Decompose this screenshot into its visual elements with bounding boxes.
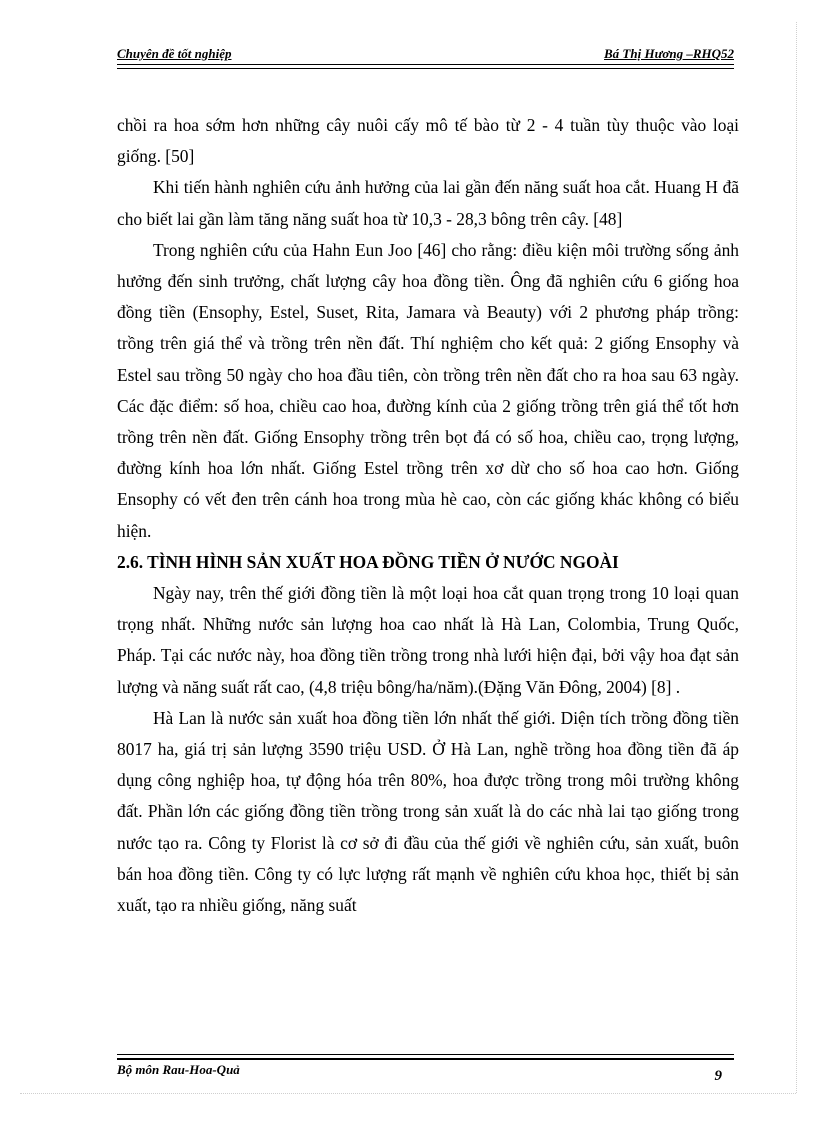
page-body [117, 110, 739, 921]
header-rule [117, 64, 734, 69]
footer-department: Bộ môn Rau-Hoa-Quả [117, 1062, 240, 1077]
paragraph-hahn: Trong nghiên cứu của Hahn Eun Joo [46] cho rằng: điều kiện môi trường sống ảnh hưởng đến sinh trưởng, chất lượng cây hoa đồng tiền. Ông đã nghiên cứu 6 giống hoa đồng tiền (Ensophy, Estel, Suset, Rita, Jamara và Beauty) với 2 phương pháp trồng: trồng trên giá thể và trồng trên nền đất. Thí nghiệm cho kết quả: 2 giống Ensophy và Estel sau trồng 50 ngày cho hoa đầu tiên, còn trồng trên nền đất cho ra hoa sau 63 ngày. Các đặc điểm: số hoa, chiều cao hoa, đường kính của 2 giống trồng trên giá thể tốt hơn trồng trên nền đất. Giống Ensophy trồng trên bọt đá có số hoa, chiều cao, trọng lượng, đường kính hoa lớn nhất. Giống Estel trồng trên xơ dừ cho số hoa cao hơn. Giống Ensophy có vết đen trên cánh hoa trong mùa hè cao, còn các giống khác không có biểu hiện. [117, 239, 739, 541]
page-bottom-edge [20, 1093, 796, 1094]
section-heading: 2.6. TÌNH HÌNH SẢN XUẤT HOA ĐỒNG TIỀN Ở NƯỚC NGOÀI [117, 551, 619, 572]
paragraph-world-production: Ngày nay, trên thế giới đồng tiền là một loại hoa cắt quan trọng trong 10 loại quan trọng nhất. Những nước sản lượng hoa cao nhất là Hà Lan, Colombia, Trung Quốc, Pháp. Tại các nước này, hoa đồng tiền trồng trong nhà lưới hiện đại, bởi vậy hoa đạt sản lượng và năng suất rất cao, (4,8 triệu bông/ha/năm).(Đặng Văn Đông, 2004) [8] . [117, 583, 739, 697]
paragraph-netherlands: Hà Lan là nước sản xuất hoa đồng tiền lớn nhất thế giới. Diện tích trồng đồng tiền 8017 ha, giá trị sản lượng 3590 triệu USD. Ở Hà Lan, nghề trồng hoa đồng tiền đã áp dụng công nghiệp hoa, tự động hóa trên 80%, hoa được trồng trong môi trường không đất. Phần lớn các giống đồng tiền trồng trong sản xuất là do các nhà lai tạo giống trong nước tạo ra. Công ty Florist là cơ sở đi đầu của thế giới về nghiên cứu, sản xuất, buôn bán hoa đồng tiền. Công ty có lực lượng rất mạnh về nghiên cứu khoa học, thiết bị sản xuất, tạo ra nhiều giống, năng suất [117, 707, 739, 916]
footer-rule [117, 1054, 734, 1060]
paragraph-huang: Khi tiến hành nghiên cứu ảnh hưởng của lai gần đến năng suất hoa cắt. Huang H đã cho biết lai gần làm tăng năng suất hoa từ 10,3 - 28,3 bông trên cây. [48] [117, 177, 739, 229]
header-document-type: Chuyên đề tốt nghiệp [117, 46, 232, 61]
page-number: 9 [714, 1068, 722, 1084]
page-right-edge [796, 22, 797, 1093]
paragraph-continued: chồi ra hoa sớm hơn những cây nuôi cấy mô tế bào từ 2 - 4 tuần tùy thuộc vào loại giống. [50] [117, 115, 739, 167]
page-footer [117, 1062, 734, 1086]
header-author: Bá Thị Hương –RHQ52 [604, 46, 734, 61]
page-header [117, 46, 734, 66]
